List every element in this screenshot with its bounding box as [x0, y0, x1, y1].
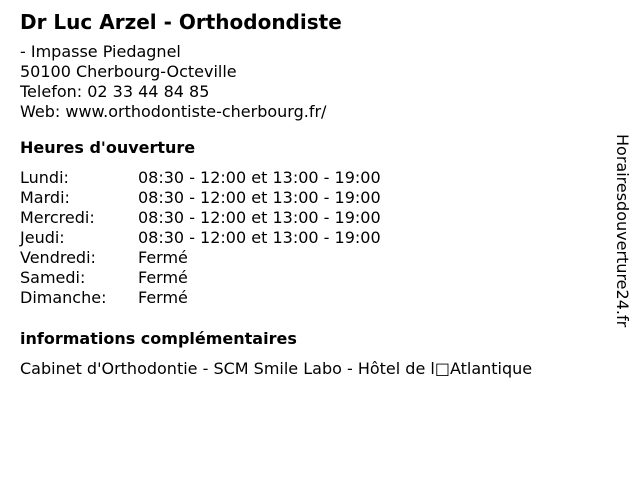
day-label: Mardi:	[20, 188, 70, 207]
day-hours: 08:30 - 12:00 et 13:00 - 19:00	[138, 228, 381, 247]
day-label: Vendredi:	[20, 248, 96, 267]
address-block	[20, 42, 600, 122]
day-hours: Fermé	[138, 288, 188, 307]
site-watermark: Horairesdouverture24.fr	[613, 134, 632, 328]
day-hours: Fermé	[138, 268, 188, 287]
address-city: 50100 Cherbourg-Octeville	[20, 62, 237, 81]
day-label: Mercredi:	[20, 208, 95, 227]
day-hours: 08:30 - 12:00 et 13:00 - 19:00	[138, 168, 381, 187]
page-content	[20, 8, 600, 379]
day-hours: 08:30 - 12:00 et 13:00 - 19:00	[138, 188, 381, 207]
phone-number: Telefon: 02 33 44 84 85	[20, 82, 210, 101]
hours-heading: Heures d'ouverture	[20, 138, 196, 157]
hours-row-thursday	[20, 228, 600, 248]
hours-row-sunday	[20, 288, 600, 308]
hours-table	[20, 168, 600, 308]
day-label: Jeudi:	[20, 228, 65, 247]
day-label: Samedi:	[20, 268, 86, 287]
hours-row-monday	[20, 168, 600, 188]
page-title: Dr Luc Arzel - Orthodondiste	[20, 10, 342, 34]
day-hours: Fermé	[138, 248, 188, 267]
day-hours: 08:30 - 12:00 et 13:00 - 19:00	[138, 208, 381, 227]
day-label: Dimanche:	[20, 288, 107, 307]
hours-row-tuesday	[20, 188, 600, 208]
hours-row-saturday	[20, 268, 600, 288]
hours-row-wednesday	[20, 208, 600, 228]
website-link[interactable]: Web: www.orthodontiste-cherbourg.fr/	[20, 102, 327, 121]
extra-info-text: Cabinet d'Orthodontie - SCM Smile Labo - Hôtel de l□Atlantique	[20, 359, 533, 378]
hours-row-friday	[20, 248, 600, 268]
day-label: Lundi:	[20, 168, 69, 187]
extra-info-heading: informations complémentaires	[20, 329, 297, 348]
address-street: - Impasse Piedagnel	[20, 42, 181, 61]
